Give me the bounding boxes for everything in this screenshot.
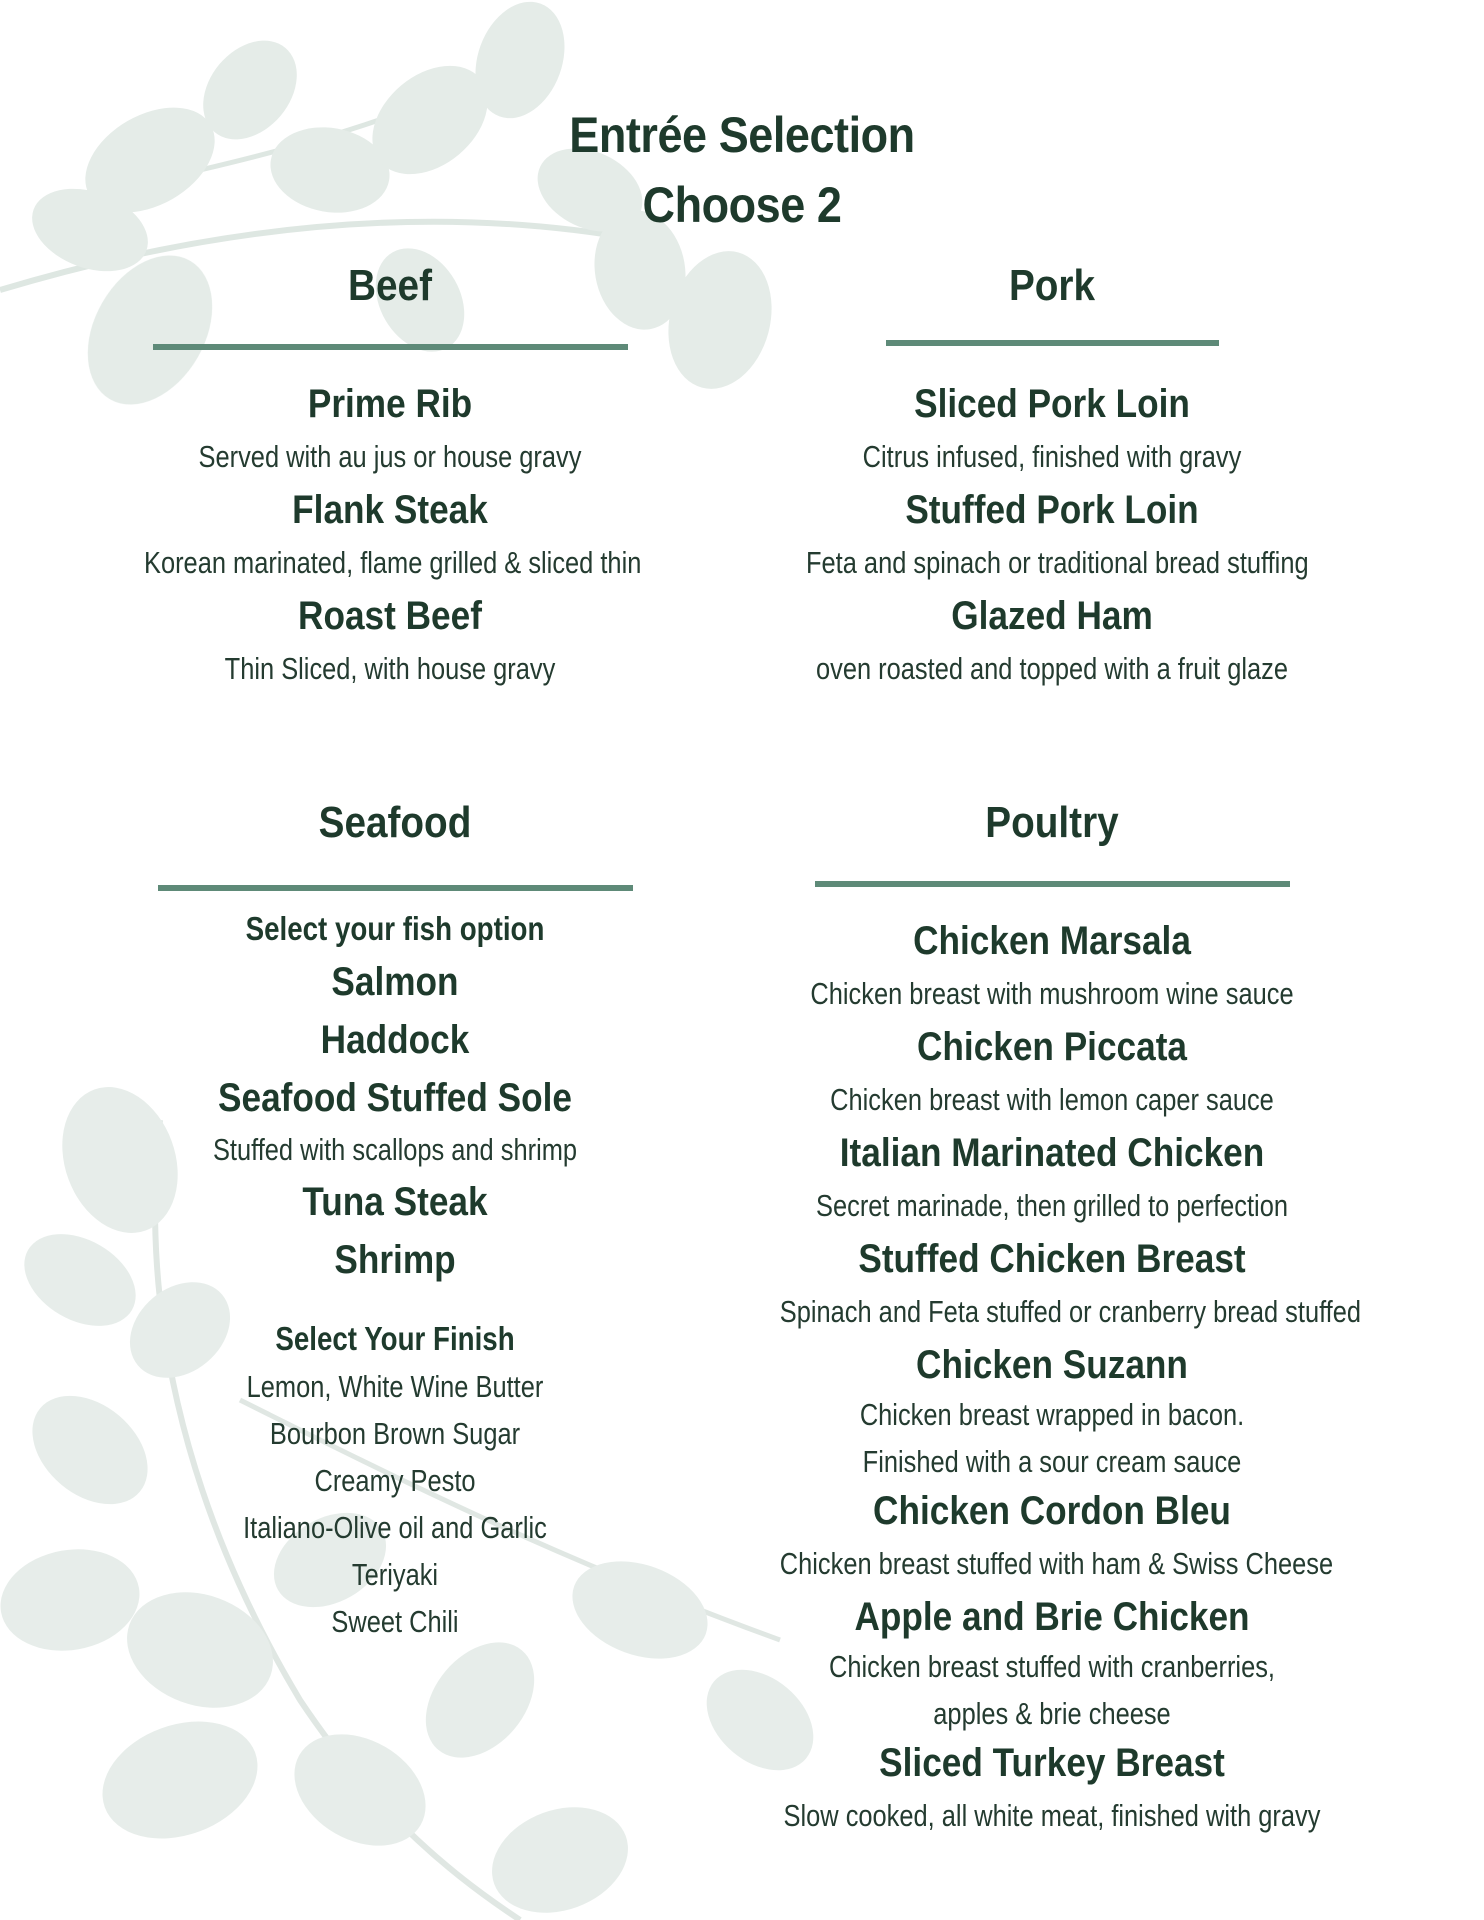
section-heading-poultry: Poultry: [985, 798, 1119, 847]
section-divider: [158, 885, 633, 891]
section-heading-pork: Pork: [1008, 261, 1096, 310]
menu-item-name: Sliced Pork Loin: [914, 382, 1190, 426]
menu-item-description: Chicken breast with mushroom wine sauce: [810, 976, 1294, 1011]
menu-item-description: Feta and spinach or traditional bread stuffing: [806, 545, 1309, 580]
finish-option: Sweet Chili: [331, 1604, 459, 1639]
fish-option: Tuna Steak: [302, 1180, 488, 1224]
finish-option: Lemon, White Wine Butter: [246, 1369, 544, 1404]
menu-item-name: Stuffed Chicken Breast: [858, 1237, 1246, 1281]
fish-option: Haddock: [320, 1018, 470, 1062]
menu-item-description: Chicken breast stuffed with cranberries,: [828, 1649, 1276, 1684]
menu-item-description: Chicken breast wrapped in bacon.: [859, 1397, 1245, 1432]
fish-option-label: Select your fish option: [245, 910, 545, 947]
menu-item-name: Chicken Marsala: [913, 919, 1191, 963]
menu-item-description: Spinach and Feta stuffed or cranberry bread stuffed: [779, 1294, 1362, 1329]
poultry-section: [720, 793, 1384, 1843]
fish-option-description: Stuffed with scallops and shrimp: [212, 1132, 578, 1167]
section-divider: [886, 340, 1219, 346]
menu-item-description: Korean marinated, flame grilled & sliced thin: [144, 545, 642, 580]
section-heading-seafood: Seafood: [318, 798, 472, 847]
beef-section: [90, 256, 690, 696]
page-title: [0, 100, 1484, 240]
menu-item-description-line-2: Finished with a sour cream sauce: [862, 1444, 1242, 1479]
menu-item-name: Stuffed Pork Loin: [905, 488, 1199, 532]
menu-item-description: Thin Sliced, with house gravy: [224, 651, 556, 686]
menu-item-description: Secret marinade, then grilled to perfection: [816, 1188, 1288, 1223]
menu-item-name: Italian Marinated Chicken: [839, 1131, 1265, 1175]
menu-item-description: Chicken breast stuffed with ham & Swiss Cheese: [779, 1546, 1334, 1581]
menu-item-name: Roast Beef: [298, 594, 482, 638]
menu-item-description-line-2: apples & brie cheese: [933, 1696, 1171, 1731]
menu-item-name: Chicken Cordon Bleu: [873, 1489, 1231, 1533]
menu-item-description: Served with au jus or house gravy: [198, 439, 582, 474]
menu-item-description: Slow cooked, all white meat, finished with gravy: [783, 1798, 1321, 1833]
section-divider: [815, 881, 1290, 887]
menu-item-name: Glazed Ham: [951, 594, 1153, 638]
fish-option: Shrimp: [334, 1238, 456, 1282]
menu-item-description: Citrus infused, finished with gravy: [862, 439, 1242, 474]
finish-option-label: Select Your Finish: [275, 1320, 515, 1357]
finish-option: Bourbon Brown Sugar: [269, 1416, 521, 1451]
menu-item-name: Chicken Piccata: [916, 1025, 1187, 1069]
menu-item-name: Prime Rib: [307, 382, 473, 426]
finish-option: Italiano-Olive oil and Garlic: [243, 1510, 547, 1545]
section-heading-beef: Beef: [348, 261, 432, 310]
fish-option: Seafood Stuffed Sole: [218, 1076, 572, 1120]
finish-option: Creamy Pesto: [314, 1463, 476, 1498]
menu-item-name: Flank Steak: [292, 488, 488, 532]
fish-option: Salmon: [331, 960, 459, 1004]
pork-section: [752, 256, 1352, 696]
menu-item-description: oven roasted and topped with a fruit glaze: [815, 651, 1288, 686]
finish-option: Teriyaki: [351, 1557, 439, 1592]
menu-item-name: Chicken Suzann: [916, 1343, 1188, 1387]
section-divider: [153, 344, 628, 350]
seafood-section: [100, 793, 690, 1645]
menu-item-name: Apple and Brie Chicken: [854, 1595, 1250, 1639]
menu-item-description: Chicken breast with lemon caper sauce: [830, 1082, 1274, 1117]
title-line-2: Choose 2: [642, 177, 842, 233]
menu-item-name: Sliced Turkey Breast: [879, 1741, 1225, 1785]
title-line-1: Entrée Selection: [569, 107, 915, 163]
